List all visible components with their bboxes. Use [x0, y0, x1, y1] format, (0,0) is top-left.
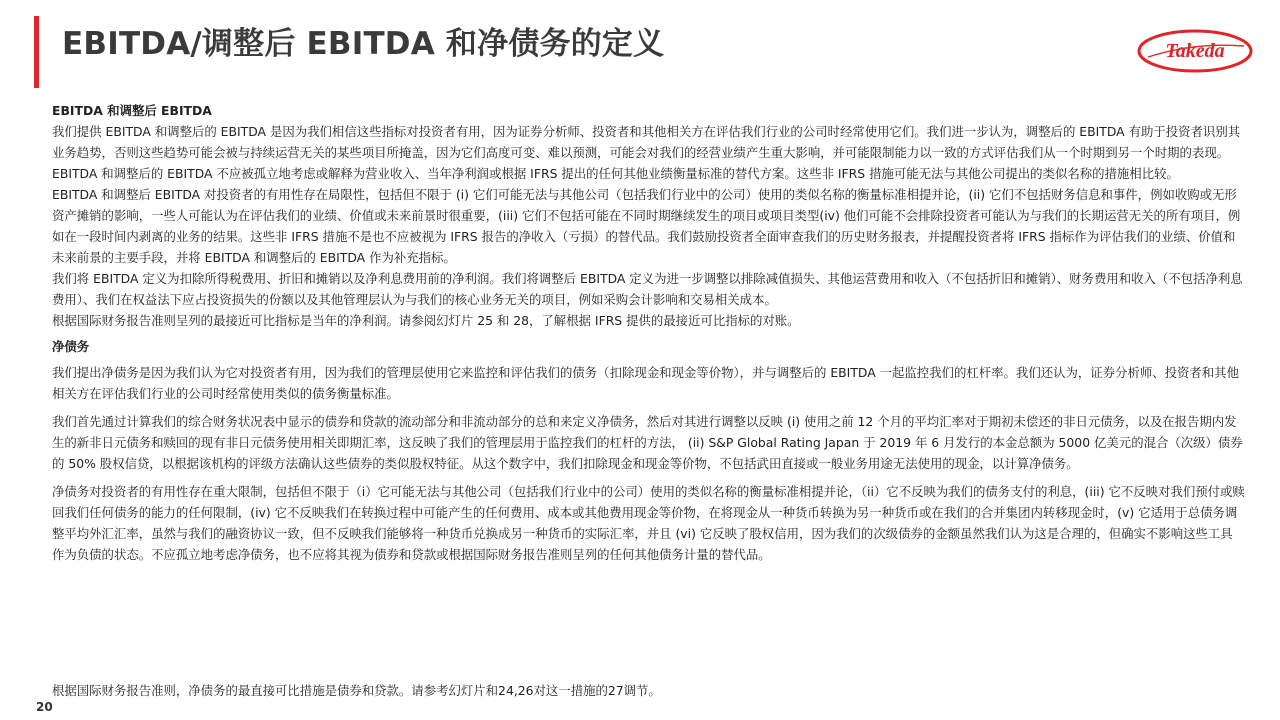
ebitda-paragraph-2: EBITDA 和调整后的 EBITDA 不应被孤立地考虑或解释为营业收入、当年净利润或根据 IFRS 提出的任何其他业绩衡量标准的替代方案。这些非 IFRS 措施可能无法与其他公司提出的类似名称的措施相比较。 [52, 166, 1179, 181]
ebitda-heading: EBITDA 和调整后 EBITDA [52, 103, 212, 118]
ebitda-paragraph-4: 我们将 EBITDA 定义为扣除所得税费用、折旧和摊销以及净利息费用前的净利润。我们将调整后 EBITDA 定义为进一步调整以排除减值损失、其他运营费用和收入（不包括折旧和摊销）、财务费用和收入（不包括净利息费用）、我们在权益法下应占投资损失的份额以及其他管理层认为与我们的核心业务无关的项目，例如采购会计影响和交易相关成本。 [52, 271, 1243, 307]
title-accent-bar [34, 16, 39, 88]
ebitda-paragraph-5: 根据国际财务报告准则呈列的最接近可比指标是当年的净利润。请参阅幻灯片 25 和 28，了解根据 IFRS 提供的最接近可比指标的对账。 [52, 313, 800, 328]
takeda-logo [1136, 28, 1254, 74]
page-number: 20 [36, 700, 53, 714]
ebitda-paragraph-3: EBITDA 和调整后 EBITDA 对投资者的有用性存在局限性，包括但不限于 (i) 它们可能无法与其他公司（包括我们行业中的公司）使用的类似名称的衡量标准相提并论，(ii) 它们不包括财务信息和事件，例如收购或无形资产摊销的影响，一些人可能认为在评估我们的业绩、价值或未来前景时很重要，(iii) 它们不包括可能在不同时期继续发生的项目或项目类型(iv) 他们可能不会排除投资者可能认为与我们的长期运营无关的所有项目，例如在一段时间内剥离的业务的结果。这些非 IFRS 措施不是也不应被视为 IFRS 报告的净收入（亏损）的替代品。我们鼓励投资者全面审查我们的历史财务报表，并提醒投资者将 IFRS 指标作为评估我们的业绩、价值和未来前景的主要手段，并将 EBITDA 和调整后的 EBITDA 作为补充指标。 [52, 187, 1241, 265]
net-debt-paragraph-2: 我们首先通过计算我们的综合财务状况表中显示的债券和贷款的流动部分和非流动部分的总和来定义净债务，然后对其进行调整以反映 (i) 使用之前 12 个月的平均汇率对于期初未偿还的非日元债务，以及在报告期内发生的新非日元债务和赎回的现有非日元债务使用相关即期汇率，这反映了我们的管理层用于监控我们的杠杆的方法， (ii) S&P Global Rating Japan 于 2019 年 6 月发行的本金总额为 5000 亿美元的混合（次级）债券的 50% 股权信贷，以根据该机构的评级方法确认这些债券的类似股权特征。从这个数字中，我们扣除现金和现金等价物，不包括武田直接或一般业务用途无法使用的现金，以计算净债务。 [52, 414, 1243, 471]
svg-text:Takeda: Takeda [1165, 40, 1225, 62]
definitions-body [52, 100, 1245, 565]
net-debt-paragraph-3: 净债务对投资者的有用性存在重大限制，包括但不限于（i）它可能无法与其他公司（包括我们行业中的公司）使用的类似名称的衡量标准相提并论，（ii）它不反映为我们的债务支付的利息，(iii) 它不反映对我们预付或赎回我们任何债务的能力的任何限制，(iv) 它不反映我们在转换过程中可能产生的任何费用、成本或其他费用现金等价物，在将现金从一种货币转换为另一种货币或在我们的合并集团内转移现金时，(v) 它适用于总债务调整平均外汇汇率，虽然与我们的融资协议一致，但不反映我们能够将一种货币兑换成另一种货币的实际汇率，并且 (vi) 它反映了股权信用，因为我们的次级债券的金额虽然我们认为这是合理的，但确实不影响这些工具作为负债的状态。不应孤立地考虑净债务，也不应将其视为债券和贷款或根据国际财务报告准则呈列的任何其他债务计量的替代品。 [52, 484, 1245, 562]
ebitda-paragraph-1: 我们提供 EBITDA 和调整后的 EBITDA 是因为我们相信这些指标对投资者有用，因为证券分析师、投资者和其他相关方在评估我们行业的公司时经常使用它们。我们进一步认为，调整后的 EBITDA 有助于投资者识别其业务趋势，否则这些趋势可能会被与持续运营无关的某些项目所掩盖，因为它们高度可变、难以预测，可能会对我们的经营业绩产生重大影响，并可能限制能力以一致的方式评估我们从一个时期到另一个时期的表现。 [52, 124, 1241, 160]
net-debt-paragraph-1: 我们提出净债务是因为我们认为它对投资者有用，因为我们的管理层使用它来监控和评估我们的债务（扣除现金和现金等价物），并与调整后的 EBITDA 一起监控我们的杠杆率。我们还认为，证券分析师、投资者和其他相关方在评估我们行业的公司时经常使用类似的债务衡量标准。 [52, 365, 1239, 401]
net-debt-heading: 净债务 [52, 339, 90, 354]
slide-title: EBITDA/调整后 EBITDA 和净债务的定义 [62, 26, 665, 62]
footnote: 根据国际财务报告准则，净债务的最直接可比措施是债券和贷款。请参考幻灯片和24,26对这一措施的27调节。 [52, 683, 661, 698]
